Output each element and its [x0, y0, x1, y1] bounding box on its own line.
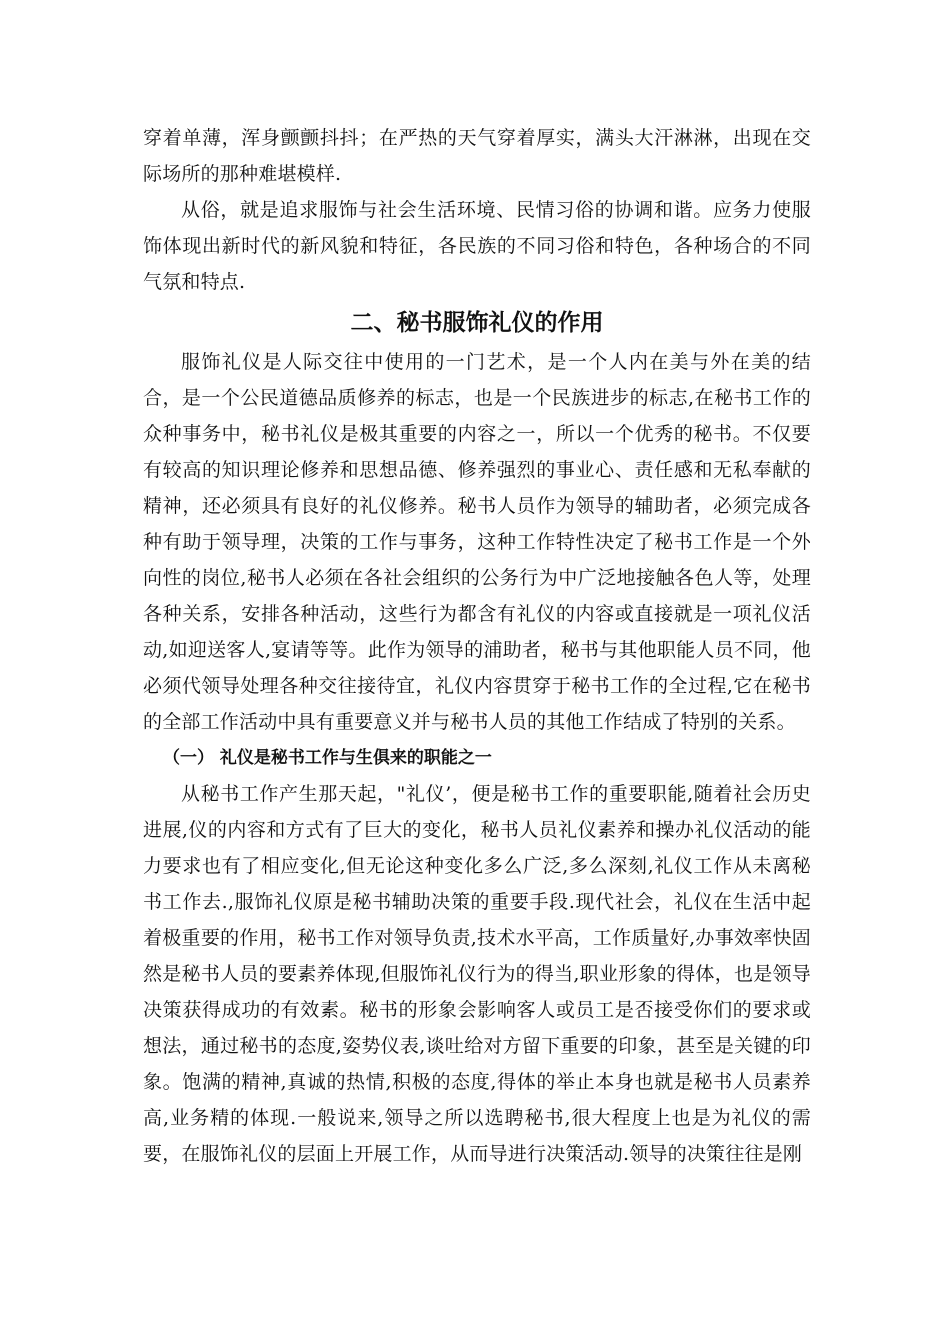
paragraph-3: 服饰礼仪是人际交往中使用的一门艺术，是一个人内在美与外在美的结合，是一个公民道德品质修养的标志，也是一个民族进步的标志,在秘书工作的众种事务中，秘书礼仪是极其重要的内容之一，所以一个优秀的秘书。不仅要有较高的知识理论修养和思想品德、修养强烈的事业心、责任感和无私奉献的精神，还必须具有良好的礼仪修养。秘书人员作为领导的辅助者，必须完成各种有助于领导理，决策的工作与事务，这种工作特性决定了秘书工作是一个外向性的岗位,秘书人必须在各社会组织的公务行为中广泛地接触各色人等，处理各种关系，安排各种活动，这些行为都含有礼仪的内容或直接就是一项礼仪活动,如迎送客人,宴请等等。此作为领导的浦助者，秘书与其他职能人员不同，他必须代领导处理各种交往接待宜，礼仪内容贯穿于秘书工作的全过程,它在秘书的全部工作活动中具有重要意义并与秘书人员的其他工作结成了特别的关系。 [143, 351, 811, 733]
document-page [143, 120, 811, 1172]
section-title: 二、秘书服饰礼仪的作用 [350, 310, 604, 336]
paragraph-4: 从秘书工作产生那天起，"礼仪’，便是秘书工作的重要职能,随着社会历史进展,仪的内容和方式有了巨大的变化，秘书人员礼仪素养和操办礼仪活动的能力要求也有了相应变化,但无论这种变化多么广泛,多么深刻,礼仪工作从未离秘书工作去.,服饰礼仪原是秘书辅助决策的重要手段.现代社会，礼仪在生活中起着极重要的作用，秘书工作对领导负责,技术水平高，工作质量好,办事效率快固然是秘书人员的要素养体现,但服饰礼仪行为的得当,职业形象的得体，也是领导决策获得成功的有效素。秘书的形象会影响客人或员工是否接受你们的要求或想法，通过秘书的态度,姿势仪表,谈吐给对方留下重要的印象，甚至是关键的印象。饱满的精神,真诚的热情,积极的态度,得体的举止本身也就是秘书人员素养高,业务精的体现.一般说来,领导之所以选聘秘书,很大程度上也是为礼仪的需要，在服饰礼仪的层面上开展工作，从而导进行决策活动.领导的决策往往是刚 [143, 783, 811, 1165]
paragraph-2: 从俗，就是追求服饰与社会生活环境、民情习俗的协调和谐。应务力使服饰体现出新时代的新风貌和特征，各民族的不同习俗和特色，各种场合的不同气氛和特点. [143, 199, 811, 293]
sub-heading: （一） 礼仪是秘书工作与生俱来的职能之一 [163, 748, 492, 768]
paragraph-1: 穿着单薄，浑身颤颤抖抖；在严热的天气穿着厚实，满头大汗淋淋，出现在交际场所的那种难堪模样. [143, 127, 811, 185]
